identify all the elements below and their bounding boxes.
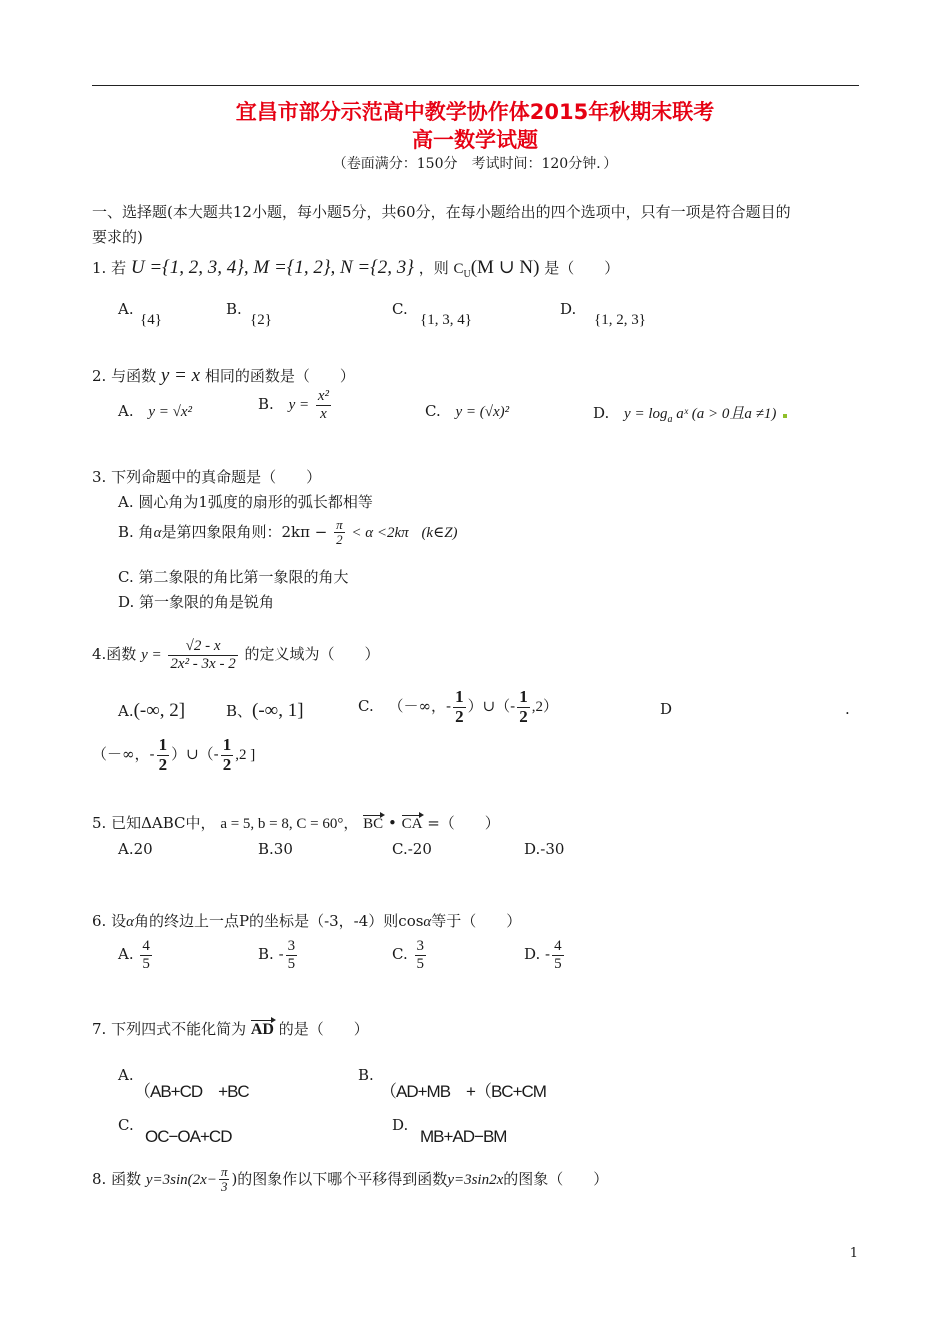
question-5	[92, 812, 500, 833]
q2-function: y = x	[160, 365, 201, 386]
option-value: y = √x²	[148, 404, 193, 420]
q7-number: 7. 下列四式不能化简为	[92, 1020, 247, 1038]
q2-number: 2. 与函数	[92, 367, 157, 385]
option-label: B.	[226, 300, 242, 318]
fraction-denominator: x	[320, 405, 327, 422]
option-value: 30	[273, 840, 293, 858]
q6-mid: 角的终边上一点P的坐标是（-3，-4）则cos	[133, 912, 424, 930]
option-fraction	[334, 518, 345, 548]
option-part: ）∪（-	[467, 697, 516, 716]
q5-option-b[interactable]	[258, 840, 293, 858]
q1-option-b[interactable]	[226, 300, 242, 318]
question-4	[92, 638, 380, 672]
fraction-numerator: √2 - x	[168, 638, 237, 656]
option-tail: < α <2kπ	[351, 524, 409, 541]
q4-option-d-dot: .	[845, 700, 850, 718]
section-heading: 一、选择题(本大题共12小题，每小题5分，共60分，在每小题给出的四个选项中，只有一项是符合题目的	[92, 203, 791, 221]
page-number: 1	[849, 1246, 858, 1261]
q8-fraction	[219, 1165, 230, 1195]
option-fraction	[157, 736, 170, 774]
option-value: 20	[133, 840, 153, 858]
fraction-numerator: 3	[416, 938, 424, 954]
option-label: B.	[258, 840, 274, 858]
fraction-denominator: 5	[554, 955, 562, 972]
q2-tail: 相同的函数是（ ）	[204, 367, 355, 385]
q1-option-a[interactable]	[118, 300, 134, 318]
fraction-denominator: 3	[220, 1179, 228, 1195]
question-7	[92, 1018, 369, 1039]
option-part: ,2）	[531, 699, 558, 716]
exam-info: （卷面满分：150分 考试时间：120分钟．）	[332, 156, 618, 172]
q5-option-c[interactable]	[392, 840, 432, 858]
q1-option-b-value: {2}	[250, 312, 272, 328]
q4-fraction	[168, 638, 237, 672]
q1-complement: C	[453, 261, 464, 277]
option-label: C.	[392, 300, 408, 318]
option-label: C.	[425, 402, 441, 420]
q4-tail: 的定义域为（ ）	[244, 645, 380, 663]
fraction-numerator: x²	[317, 388, 330, 404]
q7-option-a-label[interactable]: A.	[118, 1066, 134, 1084]
fraction-denominator: 2x² - 3x - 2	[170, 655, 236, 672]
fraction-numerator: 1	[455, 687, 464, 706]
fraction-denominator: 2	[222, 754, 232, 774]
q8-mid: )的图象作以下哪个平移得到函数	[231, 1169, 448, 1188]
option-sign: -	[545, 945, 551, 963]
option-part: （－∞，-	[92, 745, 155, 764]
q6-number: 6. 设	[92, 912, 127, 930]
option-fraction	[286, 938, 298, 972]
q3-option-a[interactable]: A. 圆心角为1弧度的扇形的弧长都相等	[118, 493, 373, 511]
q2-option-d[interactable]	[593, 402, 787, 425]
q4-option-b[interactable]	[226, 700, 304, 722]
q2-option-c[interactable]	[425, 402, 509, 421]
option-label: A.	[118, 702, 134, 720]
option-fraction	[517, 688, 530, 726]
q4-lhs: y =	[141, 647, 162, 663]
vector-bc: BC	[363, 816, 384, 832]
option-part: ,2 ]	[235, 747, 256, 764]
option-fraction	[140, 938, 152, 972]
fraction-numerator: 1	[519, 687, 528, 706]
alpha-symbol: α	[126, 914, 134, 930]
option-fraction	[453, 688, 466, 726]
dot-product-symbol: •	[387, 814, 397, 832]
question-2	[92, 365, 355, 387]
q4-option-d[interactable]	[92, 736, 255, 774]
q1-complement-sub: U	[463, 269, 471, 280]
fraction-numerator: 1	[158, 735, 168, 754]
option-label: B、	[226, 702, 253, 720]
section-heading-cont: 要求的)	[92, 228, 143, 246]
q7-option-a: （AB+CD +BC	[134, 1082, 249, 1101]
fraction-numerator: 1	[222, 735, 232, 754]
log-base: a	[667, 414, 673, 425]
q7-option-b-label[interactable]: B.	[358, 1066, 374, 1084]
q1-number: 1. 若	[92, 259, 127, 277]
q1-option-d[interactable]	[560, 300, 576, 318]
option-fraction	[415, 938, 427, 972]
option-label: D.	[524, 840, 541, 858]
option-value: (-∞, 1]	[252, 700, 304, 721]
q4-option-c[interactable]	[358, 688, 558, 726]
q1-sets: U ={1, 2, 3, 4}, M ={1, 2}, N ={2, 3}	[130, 257, 414, 278]
fraction-numerator: π	[336, 517, 343, 532]
q1-mid: ，则	[418, 259, 449, 277]
q1-option-c[interactable]	[392, 300, 408, 318]
option-sign: -	[278, 945, 284, 963]
option-value: y = log	[624, 406, 668, 422]
fraction-denominator: 2	[158, 754, 168, 774]
fraction-numerator: π	[220, 1164, 228, 1179]
q6-option-b[interactable]	[258, 938, 299, 972]
q6-option-d[interactable]	[524, 938, 566, 972]
q1-option-a-value: {4}	[140, 312, 162, 328]
alpha-symbol: α	[153, 524, 162, 541]
q7-tail: 的是（ ）	[278, 1020, 369, 1038]
question-8	[92, 1165, 608, 1195]
q7-option-d-label[interactable]: D.	[392, 1116, 409, 1134]
option-label: D.	[560, 300, 577, 318]
q2-option-b[interactable]	[258, 388, 333, 422]
q5-tail: =（ ）	[427, 814, 500, 832]
q5-conditions: a = 5, b = 8, C = 60°，	[220, 816, 359, 832]
option-label: A.	[118, 945, 134, 963]
question-6	[92, 910, 521, 931]
option-label: A.	[118, 300, 134, 318]
q7-option-d: MB+AD−BM	[420, 1127, 507, 1146]
option-condition: (k∈Z)	[421, 524, 458, 541]
q5-option-d[interactable]	[524, 840, 564, 858]
option-value-rest: aˣ (a > 0且a ≠1)	[672, 406, 777, 422]
q5-number: 5. 已知ΔABC中，	[92, 814, 216, 832]
q1-option-d-value: {1, 2, 3}	[594, 312, 646, 328]
q7-option-c-label[interactable]: C.	[118, 1116, 134, 1134]
exam-title: 宜昌市部分示范高中教学协作体2015年秋期末联考	[235, 100, 715, 124]
fraction-denominator: 5	[416, 955, 424, 972]
option-fraction	[316, 388, 331, 422]
q3-option-b[interactable]	[118, 518, 458, 548]
option-lead: B. 角	[118, 522, 154, 541]
q7-option-b: （AD+MB +（BC+CM	[380, 1082, 546, 1101]
q5-option-a[interactable]	[118, 840, 153, 858]
q8-number: 8. 函数	[92, 1169, 142, 1188]
q2-option-a[interactable]	[118, 402, 192, 421]
q1-tail: 是（ ）	[544, 259, 620, 277]
q6-option-c[interactable]	[392, 938, 428, 972]
q1-option-c-value: {1, 3, 4}	[420, 312, 472, 328]
option-label: A.	[118, 840, 134, 858]
q6-tail: 等于（ ）	[431, 912, 522, 930]
option-fraction	[221, 736, 234, 774]
q8-function: y=3sin(2x−	[145, 1171, 217, 1188]
option-label: B.	[258, 395, 274, 413]
fraction-numerator: 4	[554, 938, 562, 954]
marker-dot	[783, 414, 787, 418]
option-mid: 是第四象限角则：2kπ −	[161, 522, 328, 541]
option-label: C.	[358, 697, 374, 716]
option-lhs: y =	[288, 397, 310, 413]
fraction-denominator: 2	[519, 706, 528, 726]
option-label: C.	[392, 840, 408, 858]
q8-target-function: y=3sin2x	[447, 1171, 504, 1188]
vector-ad: AD	[250, 1021, 274, 1038]
option-label: D.	[524, 945, 541, 963]
option-value: (-∞, 2]	[133, 700, 186, 721]
q3-option-c[interactable]: C. 第二象限的角比第一象限的角大	[118, 568, 349, 586]
q6-option-a[interactable]	[118, 938, 154, 972]
q3-option-d[interactable]: D. 第一象限的角是锐角	[118, 593, 275, 611]
option-value: y = (√x)²	[455, 404, 510, 420]
fraction-denominator: 2	[336, 532, 343, 548]
option-part: （－∞，-	[388, 697, 452, 716]
option-label: A.	[118, 402, 134, 420]
option-value: -20	[407, 840, 432, 858]
fraction-numerator: 4	[142, 938, 150, 954]
q1-union: (M ∪ N)	[470, 257, 540, 278]
option-part: ）∪（-	[171, 745, 219, 764]
fraction-denominator: 2	[455, 706, 464, 726]
q4-option-a[interactable]	[118, 700, 185, 722]
header-rule	[92, 85, 859, 86]
fraction-denominator: 5	[142, 955, 150, 972]
option-label: C.	[392, 945, 408, 963]
option-value: -30	[540, 840, 565, 858]
vector-ca: CA	[401, 816, 423, 832]
q8-tail: 的图象（ ）	[503, 1169, 609, 1188]
exam-subject: 高一数学试题	[412, 128, 538, 152]
q4-option-d-label[interactable]: D	[660, 700, 673, 718]
option-fraction	[552, 938, 564, 972]
question-3: 3. 下列命题中的真命题是（ ）	[92, 468, 322, 486]
q7-option-c: OC−OA+CD	[145, 1127, 232, 1146]
alpha-symbol: α	[423, 914, 432, 930]
option-label: D.	[593, 404, 610, 422]
question-1	[92, 256, 619, 280]
fraction-denominator: 5	[287, 955, 296, 972]
option-label: B.	[258, 945, 274, 963]
fraction-numerator: 3	[287, 938, 296, 954]
q4-number: 4.函数	[92, 645, 137, 663]
